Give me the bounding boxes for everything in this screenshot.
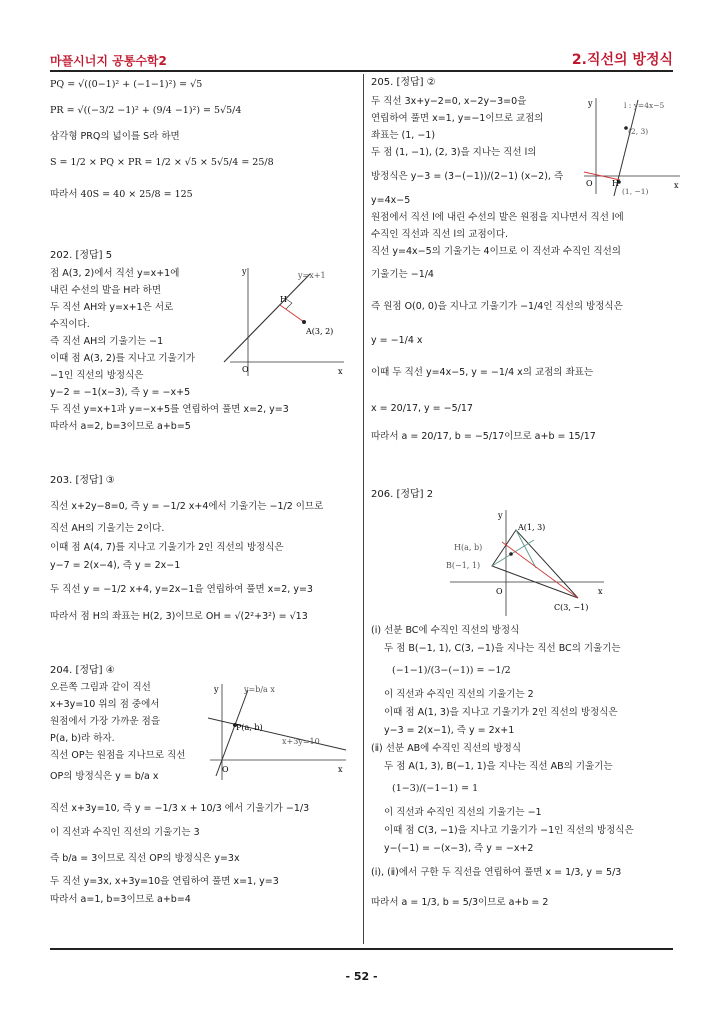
p206-line: (ⅰ) 선분 BC에 수직인 직선의 방정식: [371, 625, 520, 636]
point-h-label: H(a, b): [454, 543, 483, 552]
p202-line: −1인 직선의 방정식은: [50, 370, 144, 381]
x-axis-label: x: [338, 765, 343, 774]
y-axis-label: y: [214, 685, 219, 694]
p205-line: 수직인 직선과 직선 l의 교점이다.: [371, 229, 509, 240]
p204-line: OP의 방정식은 y = b/a x: [50, 771, 159, 782]
line-op: [216, 690, 248, 776]
p206-line: 이때 점 A(1, 3)을 지나고 기울기가 2인 직선의 방정식은: [384, 707, 618, 718]
p205-line: y = −1/4 x: [371, 335, 423, 346]
p202-line: 즉 직선 AH의 기울기는 −1: [50, 336, 164, 347]
p206-line: (ⅱ) 선분 AB에 수직인 직선의 방정식: [371, 743, 521, 754]
p205-line: 방정식은 y−3 = (3−(−1))/(2−1) (x−2), 즉: [371, 171, 564, 182]
x-axis-label: x: [598, 587, 603, 596]
p203-line: 이때 점 A(4, 7)를 지나고 기울기가 2인 직선의 방정식은: [50, 542, 284, 553]
problem-205-title: 205. [정답] ②: [371, 77, 436, 88]
line-label: y=x+1: [298, 271, 326, 280]
p206-line: 두 점 A(1, 3), B(−1, 1)을 지나는 직선 AB의 기울기는: [384, 761, 613, 772]
p204-line: x+3y=10 위의 점 중에서: [50, 699, 160, 710]
problem-206-title: 206. [정답] 2: [371, 489, 434, 500]
p206-line: 이 직선과 수직인 직선의 기울기는 −1: [384, 807, 542, 818]
p205-line: 이때 두 직선 y=4x−5, y = −1/4 x의 교점의 좌표는: [371, 367, 594, 378]
p203-line: y−7 = 2(x−4), 즉 y = 2x−1: [50, 560, 181, 571]
point-1-m1-label: (1, −1): [622, 187, 649, 196]
p204-line: 따라서 a=1, b=3이므로 a+b=4: [50, 894, 191, 905]
p206-line: (−1−1)/(3−(−1)) = −1/2: [392, 665, 511, 676]
p206-line: 이 직선과 수직인 직선의 기울기는 2: [384, 689, 534, 700]
column-divider: [363, 74, 364, 944]
p204-line: 원점에서 가장 가까운 점을: [50, 716, 161, 727]
p205-line: 두 직선 3x+y−2=0, x−2y−3=0을: [371, 96, 527, 107]
prev-line-1: PQ = √((0−1)² + (−1−1)²) = √5: [50, 79, 203, 90]
line-y-x-1: [224, 274, 310, 362]
chapter-title: 2.직선의 방정식: [571, 52, 673, 68]
point-c-label: C(3, −1): [554, 603, 589, 612]
point-2-3-label: (2, 3): [628, 127, 649, 136]
origin-label: O: [242, 365, 249, 374]
p206-line: 두 점 B(−1, 1), C(3, −1)을 지나는 직선 BC의 기울기는: [384, 643, 621, 654]
p206-line: 이때 점 C(3, −1)을 지나고 기울기가 −1인 직선의 방정식은: [384, 825, 634, 836]
p204-line: P(a, b)라 하자.: [50, 733, 115, 744]
p206-line: (1−3)/(−1−1) = 1: [392, 783, 479, 794]
prev-line-5: 따라서 40S = 40 × 25/8 = 125: [50, 189, 193, 200]
p202-line: 이때 점 A(3, 2)를 지나고 기울기가: [50, 353, 196, 364]
prev-line-2: PR = √((−3/2 −1)² + (9/4 −1)²) = 5√5/4: [50, 105, 242, 116]
p204-line: 직선 OP는 원점을 지나므로 직선: [50, 750, 186, 761]
perpendicular-ah: [280, 305, 304, 322]
point-a-label: A(3, 2): [306, 327, 334, 336]
p203-line: 직선 AH의 기울기는 2이다.: [50, 523, 165, 534]
p205-line: 따라서 a = 20/17, b = −5/17이므로 a+b = 15/17: [371, 431, 596, 442]
point-a: [302, 320, 306, 324]
p205-line: 좌표는 (1, −1): [371, 130, 436, 141]
p202-line: 두 직선 AH와 y=x+1은 서로: [50, 302, 174, 313]
line-op-label: y=b/a x: [244, 685, 275, 694]
p205-line: 기울기는 −1/4: [371, 269, 434, 280]
problem-203-title: 203. [정답] ③: [50, 475, 115, 486]
p205-line: 즉 원점 O(0, 0)을 지나고 기울기가 −1/4인 직선의 방정식은: [371, 301, 623, 312]
x-axis-label: x: [674, 181, 679, 190]
y-axis-label: y: [242, 267, 247, 276]
figure-206: [444, 508, 606, 618]
page-number: - 52 -: [345, 970, 378, 983]
problem-202-title: 202. [정답] 5: [50, 250, 113, 261]
p202-line: 두 직선 y=x+1과 y=−x+5를 연립하여 풀면 x=2, y=3: [50, 404, 289, 415]
y-axis-label: y: [498, 511, 503, 520]
point-h-label: H: [280, 295, 287, 304]
p202-line: 점 A(3, 2)에서 직선 y=x+1에: [50, 268, 180, 279]
p204-line: 이 직선과 수직인 직선의 기울기는 3: [50, 827, 200, 838]
prev-line-3: 삼각형 PRQ의 넓이를 S라 하면: [50, 131, 180, 142]
p204-line: 오른쪽 그림과 같이 직선: [50, 682, 151, 693]
p204-line: 즉 b/a = 3이므로 직선 OP의 방정식은 y=3x: [50, 853, 240, 864]
line-x3y-label: x+3y=10: [282, 737, 320, 746]
y-axis-label: y: [588, 99, 593, 108]
p203-line: 두 직선 y = −1/2 x+4, y=2x−1을 연립하여 풀면 x=2, y=3: [50, 584, 313, 595]
figure-205: [582, 94, 682, 198]
point-p-label: P(a, b): [236, 723, 263, 732]
p205-line: y=4x−5: [371, 195, 411, 206]
triangle-abc: [492, 530, 578, 598]
p203-line: 직선 x+2y−8=0, 즉 y = −1/2 x+4에서 기울기는 −1/2 이므로: [50, 501, 324, 512]
p205-line: 두 점 (1, −1), (2, 3)을 지나는 직선 l의: [371, 147, 537, 158]
p202-line: 따라서 a=2, b=3이므로 a+b=5: [50, 421, 191, 432]
x-axis-label: x: [338, 367, 343, 376]
p202-line: 내린 수선의 발을 H라 하면: [50, 285, 161, 296]
prev-line-4: S = 1/2 × PQ × PR = 1/2 × √5 × 5√5/4 = 25/8: [50, 157, 274, 168]
p204-line: 두 직선 y=3x, x+3y=10을 연립하여 풀면 x=1, y=3: [50, 876, 279, 887]
p206-line: y−(−1) = −(x−3), 즉 y = −x+2: [384, 843, 534, 854]
point-h-label: H: [612, 179, 619, 188]
origin-label: O: [496, 587, 503, 596]
p202-line: y−2 = −1(x−3), 즉 y = −x+5: [50, 387, 191, 398]
origin-label: O: [586, 179, 593, 188]
figure-204: [206, 680, 348, 784]
origin-label: O: [222, 765, 229, 774]
p205-line: x = 20/17, y = −5/17: [371, 403, 473, 414]
p205-line: 직선 y=4x−5의 기울기는 4이므로 이 직선과 수직인 직선의: [371, 246, 621, 257]
p205-line: 연립하여 풀면 x=1, y=−1이므로 교점의: [371, 113, 544, 124]
line-x-3y-10: [208, 718, 346, 750]
p206-line: y−3 = 2(x−1), 즉 y = 2x+1: [384, 725, 515, 736]
line-l-label: l : y=4x−5: [624, 101, 665, 110]
header-rule: [50, 70, 673, 72]
point-b-label: B(−1, 1): [446, 561, 481, 570]
point-a-label: A(1, 3): [518, 523, 546, 532]
figure-202: [222, 262, 348, 380]
p206-line: (ⅰ), (ⅱ)에서 구한 두 직선을 연립하여 풀면 x = 1/3, y = 5/3: [371, 867, 622, 878]
problem-204-title: 204. [정답] ④: [50, 665, 115, 676]
p204-line: 직선 x+3y=10, 즉 y = −1/3 x + 10/3 에서 기울기가 −1/3: [50, 803, 310, 814]
p203-line: 따라서 점 H의 좌표는 H(2, 3)이므로 OH = √(2²+3²) = √13: [50, 611, 308, 622]
footer-rule: [50, 948, 673, 950]
p206-line: 따라서 a = 1/3, b = 5/3이므로 a+b = 2: [371, 897, 549, 908]
altitude-from-c: [502, 542, 578, 598]
book-title: 마플시너지 공통수학2: [50, 54, 167, 68]
p205-line: 원점에서 직선 l에 내린 수선의 발은 원점을 지나면서 직선 l에: [371, 212, 624, 223]
point-h: [509, 552, 513, 556]
p202-line: 수직이다.: [50, 319, 90, 330]
